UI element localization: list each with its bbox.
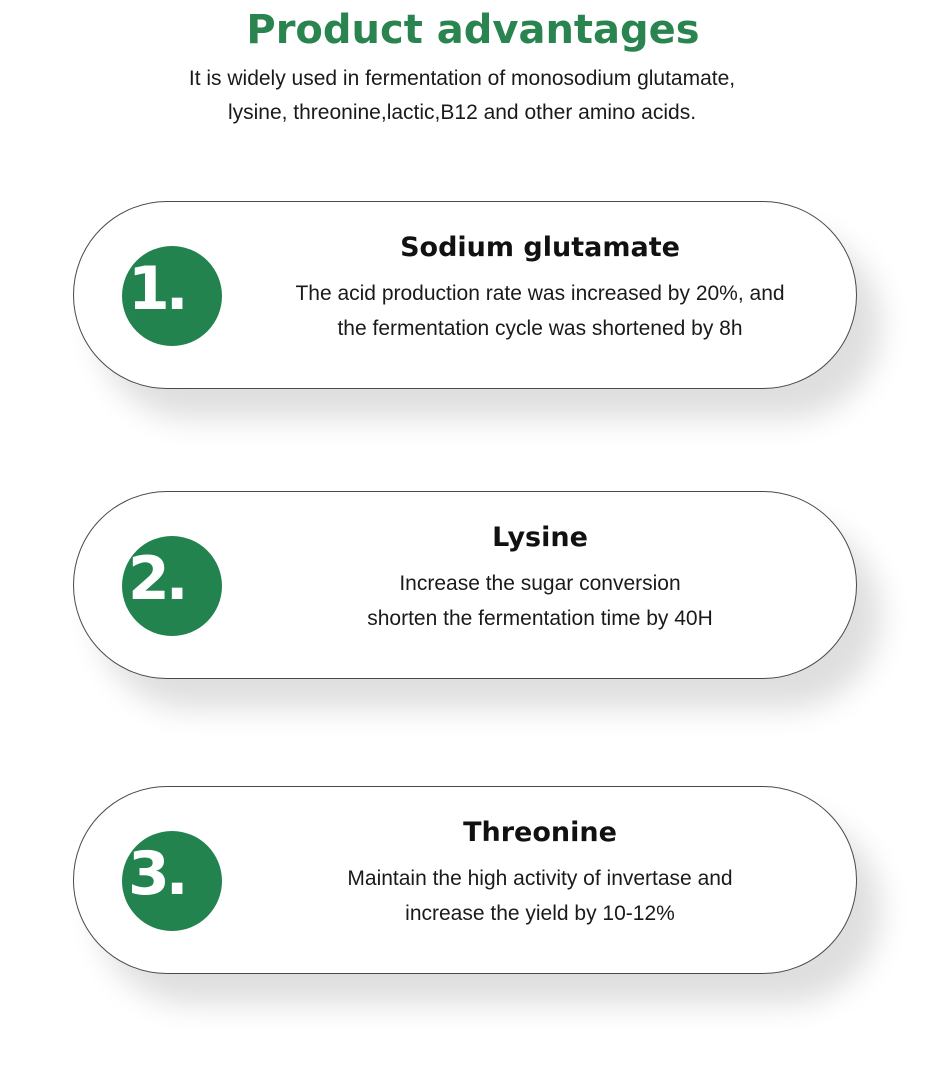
number-badge — [122, 246, 222, 346]
card-title: Lysine — [492, 522, 588, 553]
card-title: Threonine — [463, 817, 617, 848]
number-label: 3. — [128, 839, 185, 909]
intro-line: It is widely used in fermentation of monosodium glutamate, — [188, 67, 736, 90]
card-description-line: Maintain the high activity of invertase and — [347, 867, 733, 890]
card-body — [224, 518, 856, 636]
card-description-line: The acid production rate was increased by 20%, and — [295, 282, 785, 305]
number-badge — [122, 831, 222, 931]
number-label: 1. — [128, 254, 185, 324]
page-title: Product advantages — [246, 7, 700, 53]
intro-text — [0, 62, 924, 130]
number-label: 2. — [128, 544, 185, 614]
card-body — [224, 228, 856, 346]
card-title: Sodium glutamate — [400, 232, 680, 263]
advantage-card-threonine — [73, 786, 857, 974]
number-badge — [122, 536, 222, 636]
advantage-card-lysine — [73, 491, 857, 679]
intro-line: lysine, threonine,lactic,B12 and other amino acids. — [227, 101, 697, 124]
card-body — [224, 813, 856, 931]
card-description-line: Increase the sugar conversion — [399, 572, 681, 595]
card-description-line: shorten the fermentation time by 40H — [367, 607, 713, 630]
advantage-card-sodium-glutamate — [73, 201, 857, 389]
card-description-line: the fermentation cycle was shortened by 8h — [337, 317, 743, 340]
card-description-line: increase the yield by 10-12% — [405, 902, 675, 925]
